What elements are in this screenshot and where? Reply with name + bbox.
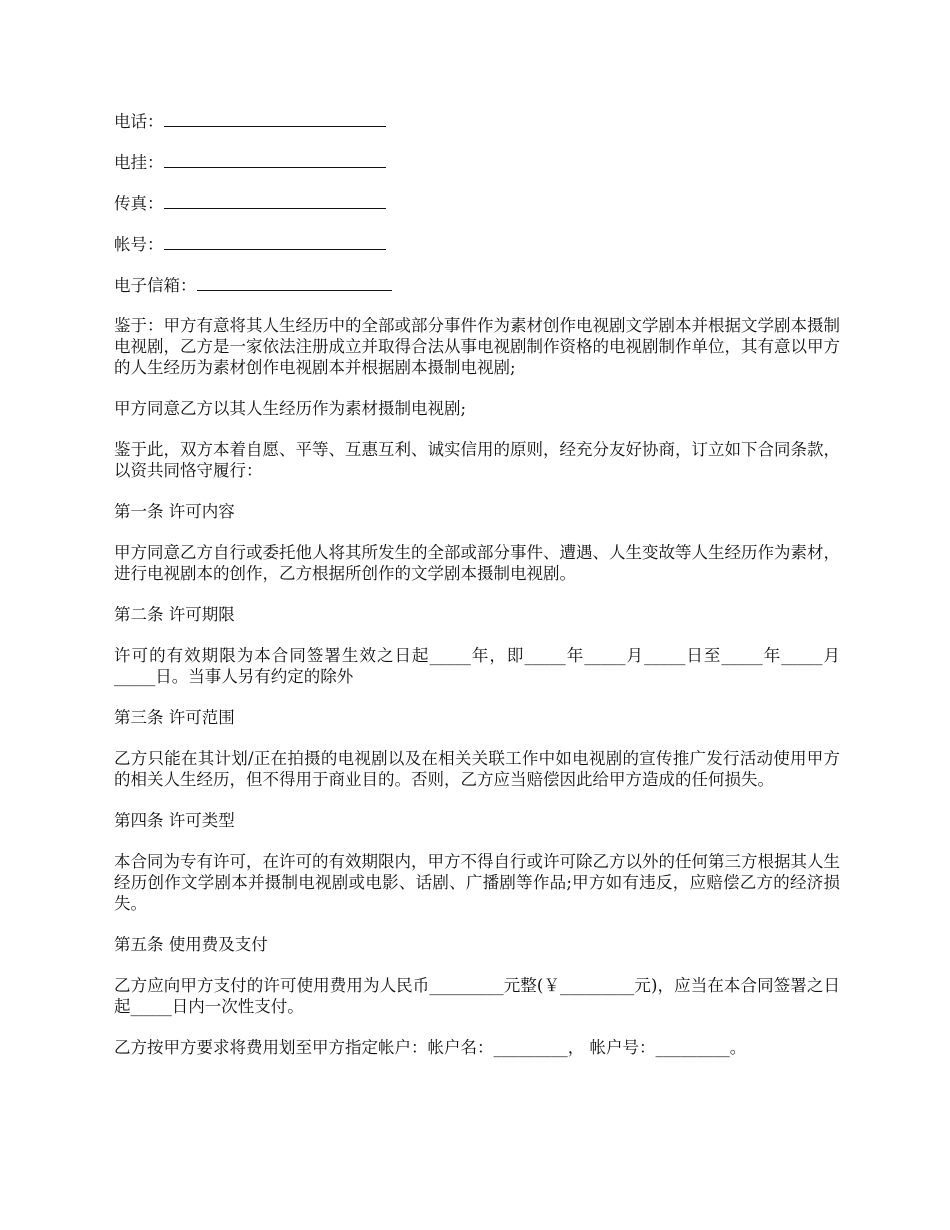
article-5-account-line: 乙方按甲方要求将费用划至甲方指定帐户：帐户名：_________， 帐户号：_________。 <box>114 1038 747 1057</box>
email-blank-line <box>197 274 392 291</box>
article-5-title: 第五条 使用费及支付 <box>114 935 268 954</box>
article-1-title: 第一条 许可内容 <box>114 502 235 521</box>
article-2-body: 许可的有效期限为本合同签署生效之日起_____年，即_____年_____月_____日至_____年_____月_____日。当事人另有约定的除外 <box>114 646 840 686</box>
whereas-paragraph-2: 鉴于此，双方本着自愿、平等、互惠互利、诚实信用的原则，经充分友好协商，订立如下合同条款，以资共同恪守履行： <box>114 440 840 480</box>
article-3-body: 乙方只能在其计划/正在拍摄的电视剧以及在相关关联工作中如电视剧的宣传推广发行活动使用甲方的相关人生经历，但不得用于商业目的。否则，乙方应当赔偿因此给甲方造成的任何损失。 <box>114 749 840 789</box>
article-4-body: 本合同为专有许可，在许可的有效期限内，甲方不得自行或许可除乙方以外的任何第三方根据其人生经历创作文学剧本并摄制电视剧或电影、话剧、广播剧等作品;甲方如有违反，应赔偿乙方的经济损失。 <box>114 852 840 913</box>
article-1-body: 甲方同意乙方自行或委托他人将其所发生的全部或部分事件、遭遇、人生变故等人生经历作为素材，进行电视剧本的创作，乙方根据所创作的文学剧本摄制电视剧。 <box>114 543 840 583</box>
phone-label: 电话： <box>114 112 164 131</box>
email-field <box>114 274 840 295</box>
agreement-paragraph: 甲方同意乙方以其人生经历作为素材摄制电视剧; <box>114 399 467 418</box>
article-5-body: 乙方应向甲方支付的许可使用费用为人民币_________元整(￥_________元)，应当在本合同签署之日起_____日内一次性支付。 <box>114 976 840 1016</box>
fax-phone-field <box>114 151 840 172</box>
fax-phone-label: 电挂： <box>114 153 164 172</box>
contract-document <box>114 110 840 1078</box>
email-label: 电子信箱： <box>114 276 197 295</box>
account-label: 帐号： <box>114 235 164 254</box>
fax-phone-blank-line <box>164 151 386 168</box>
account-blank-line <box>164 233 386 250</box>
phone-blank-line <box>164 110 386 127</box>
account-field <box>114 233 840 254</box>
article-4-title: 第四条 许可类型 <box>114 811 235 830</box>
fax-label: 传真： <box>114 194 164 213</box>
article-2-title: 第二条 许可期限 <box>114 605 235 624</box>
article-3-title: 第三条 许可范围 <box>114 708 235 727</box>
phone-field <box>114 110 840 131</box>
fax-field <box>114 192 840 213</box>
whereas-paragraph-1: 鉴于：甲方有意将其人生经历中的全部或部分事件作为素材创作电视剧文学剧本并根据文学剧本摄制电视剧，乙方是一家依法注册成立并取得合法从事电视剧制作资格的电视剧制作单位，其有意以甲方的人生经历为素材创作电视剧本并根据剧本摄制电视剧; <box>114 316 840 377</box>
fax-blank-line <box>164 192 386 209</box>
